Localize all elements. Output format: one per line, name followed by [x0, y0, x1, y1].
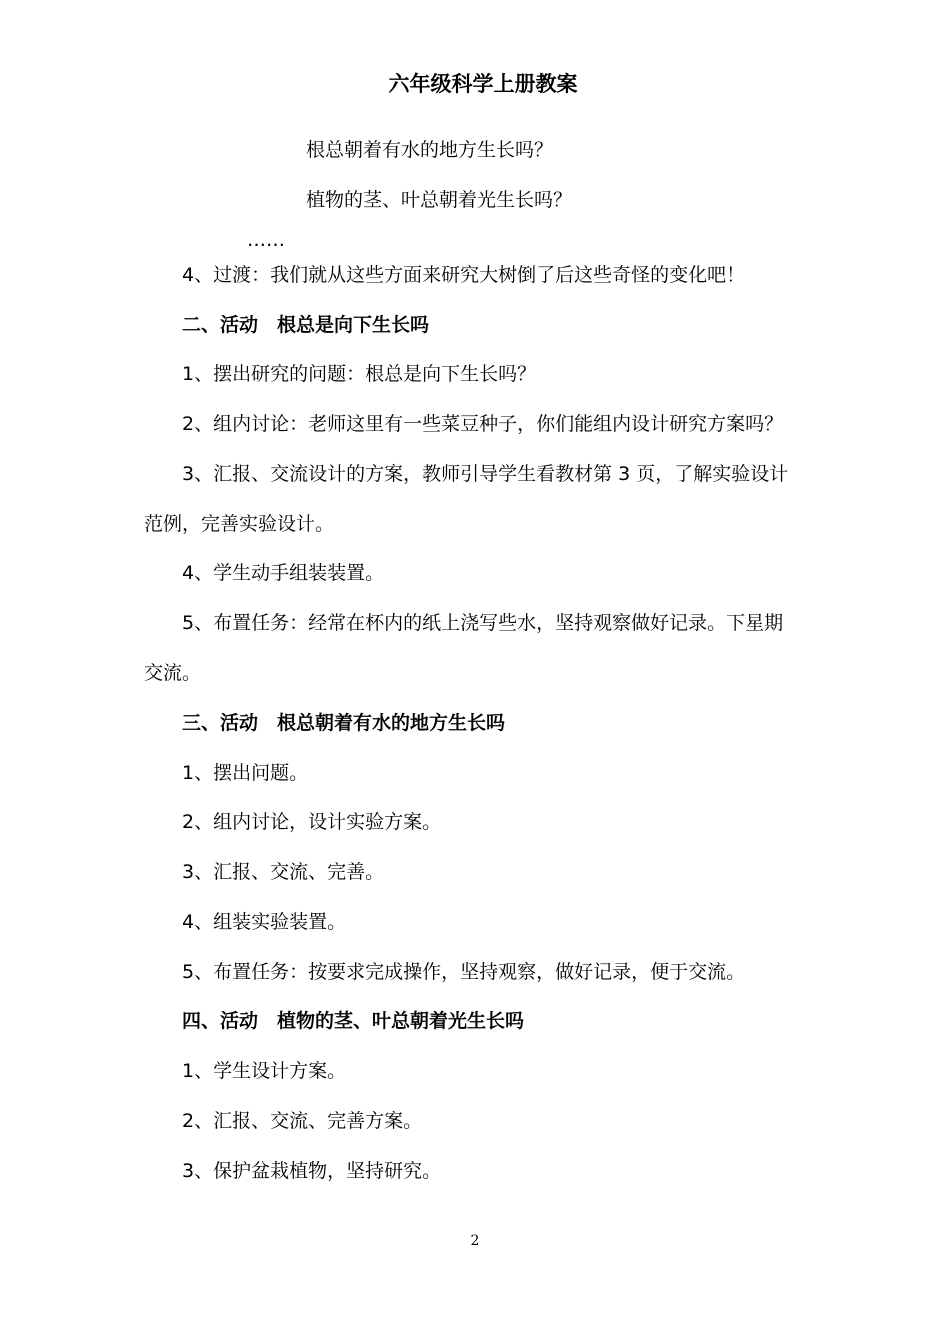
ellipsis-line: ……	[247, 229, 285, 251]
paragraph-line: 2、组内讨论：老师这里有一些菜豆种子，你们能组内设计研究方案吗？	[182, 413, 784, 435]
paragraph-line: 4、学生动手组装装置。	[182, 562, 385, 584]
paragraph-line: 4、组装实验装置。	[182, 911, 347, 933]
paragraph-line: 1、学生设计方案。	[182, 1060, 347, 1082]
paragraph-line: 5、布置任务：经常在杯内的纸上浇写些水，坚持观察做好记录。下星期	[182, 612, 784, 634]
question-line-stem-light: 植物的茎、叶总朝着光生长吗？	[306, 189, 573, 211]
section-heading-activity-2: 二、活动 根总是向下生长吗	[182, 314, 430, 336]
question-line-root-water: 根总朝着有水的地方生长吗？	[306, 139, 554, 161]
document-title: 六年级科学上册教案	[388, 72, 578, 96]
paragraph-line: 1、摆出问题。	[182, 762, 309, 784]
paragraph-line: 2、组内讨论，设计实验方案。	[182, 811, 442, 833]
paragraph-line-continuation: 交流。	[144, 662, 202, 684]
paragraph-line-continuation: 范例，完善实验设计。	[144, 513, 335, 535]
paragraph-line: 3、汇报、交流、完善。	[182, 861, 385, 883]
paragraph-line: 5、布置任务：按要求完成操作，坚持观察，做好记录，便于交流。	[182, 961, 746, 983]
section-heading-activity-3: 三、活动 根总朝着有水的地方生长吗	[182, 712, 506, 734]
paragraph-line: 2、汇报、交流、完善方案。	[182, 1110, 423, 1132]
transition-line: 4、过渡：我们就从这些方面来研究大树倒了后这些奇怪的变化吧！	[182, 264, 746, 286]
paragraph-line: 3、保护盆栽植物，坚持研究。	[182, 1160, 442, 1182]
section-heading-activity-4: 四、活动 植物的茎、叶总朝着光生长吗	[182, 1010, 525, 1032]
paragraph-line: 1、摆出研究的问题：根总是向下生长吗？	[182, 363, 537, 385]
paragraph-line: 3、汇报、交流设计的方案，教师引导学生看教材第 3 页，了解实验设计	[182, 463, 789, 485]
page-number: 2	[470, 1233, 480, 1249]
